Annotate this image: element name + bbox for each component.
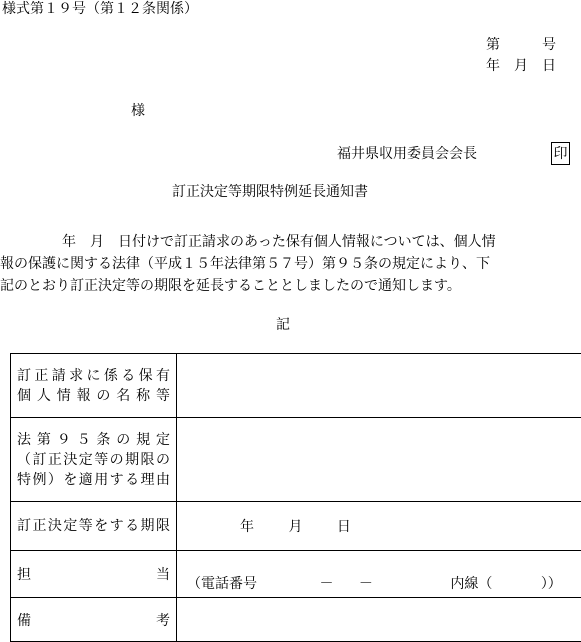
- detail-table: [10, 353, 581, 642]
- deadline-month: 月: [288, 516, 302, 536]
- addressee-honorific: 様: [131, 104, 145, 118]
- phone-label: （電話番号: [187, 573, 257, 593]
- body-line-2: 報の保護に関する法律（平成１５年法律第５７号）第９５条の規定により、下: [0, 253, 581, 275]
- body-line-1: 年 月 日付けで訂正請求のあった保有個人情報については、個人情: [0, 231, 581, 253]
- target-info-field[interactable]: [177, 354, 581, 418]
- body-text: [0, 231, 581, 297]
- extension-label: 内線（: [450, 573, 492, 593]
- row-label-contact: 担 当: [11, 551, 177, 598]
- extension-close: ））: [541, 573, 562, 593]
- seal-stamp: 印: [551, 142, 570, 165]
- row-label-target-info: 訂正請求に係る保有 個人情報の名称等: [11, 354, 177, 418]
- sender-name: 福井県収用委員会会長: [337, 147, 477, 161]
- table-row: [11, 551, 581, 598]
- reason-field[interactable]: [177, 418, 581, 502]
- contact-field[interactable]: [177, 551, 581, 598]
- table-row: [11, 354, 581, 418]
- document-date: 年 月 日: [486, 59, 556, 73]
- phone-dash-2: －: [359, 573, 373, 593]
- row-label-remarks: 備 考: [11, 598, 177, 642]
- table-row: [11, 598, 581, 642]
- table-row: [11, 502, 581, 551]
- document-number: 第 号: [486, 38, 556, 52]
- remarks-field[interactable]: [177, 598, 581, 642]
- phone-dash-1: －: [319, 573, 333, 593]
- row-label-reason: 法第９５条の規定 （訂正決定等の期限の 特例）を適用する理由: [11, 418, 177, 502]
- table-row: [11, 418, 581, 502]
- deadline-year: 年: [240, 516, 254, 536]
- ki-heading: 記: [276, 318, 290, 332]
- row-label-deadline: 訂正決定等をする期限: [11, 502, 177, 551]
- deadline-day: 日: [337, 516, 351, 536]
- deadline-field[interactable]: [177, 502, 581, 551]
- form-number: 様式第１９号（第１２条関係）: [2, 2, 198, 16]
- body-line-3: 記のとおり訂正決定等の期限を延長することとしましたので通知します。: [0, 275, 581, 297]
- document-title: 訂正決定等期限特例延長通知書: [172, 185, 368, 199]
